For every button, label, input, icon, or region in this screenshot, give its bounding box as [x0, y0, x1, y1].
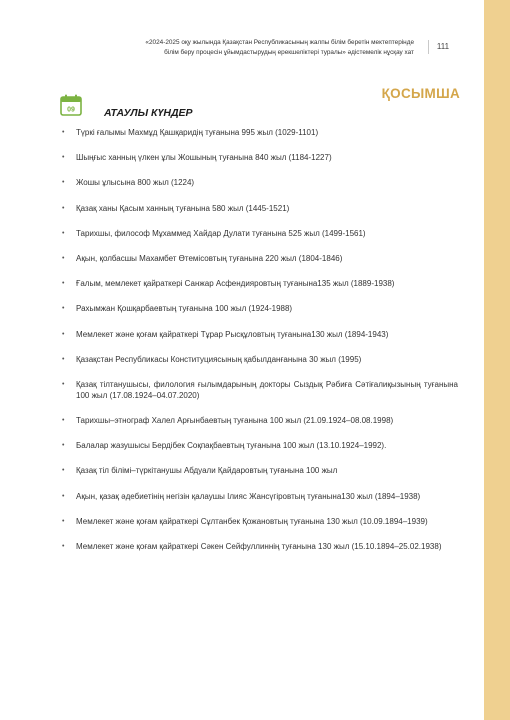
bullet-marker: • [62, 543, 65, 550]
list-item-text: Түркі ғалымы Махмұд Қашқаридің туғанына 995 жыл (1029-1101) [76, 128, 319, 137]
list-item-text: Мемлекет және қоғам қайраткері Сұлтанбек Қожановтың туғанына 130 жыл (10.09.1894–1939) [76, 516, 428, 526]
list-item [62, 415, 458, 426]
list-item [62, 278, 458, 289]
list-item-text: Тарихшы, философ Мұхаммед Хайдар Дулати туғанына 525 жыл (1499-1561) [76, 228, 366, 238]
bullet-marker: • [62, 305, 65, 313]
bullet-marker: • [62, 129, 65, 136]
running-header [110, 38, 414, 58]
list-item-text: Балалар жазушысы Бердібек Соқпақбаевтың туғанына 100 жыл (13.10.1924–1992). [76, 441, 387, 451]
bullet-marker: • [62, 467, 65, 475]
list-item-text: Рахымжан Қошқарбаевтың туғанына 100 жыл (1924-1988) [76, 304, 293, 314]
calendar-icon [60, 94, 82, 116]
bullet-marker: • [62, 254, 65, 262]
bullet-marker: • [62, 229, 65, 237]
bullet-marker: • [62, 355, 65, 363]
list-item-text: Мемлекет және қоғам қайраткері Тұрар Рысқұловтың туғанына130 жыл (1894-1943) [76, 329, 389, 339]
header-line-2: білім беру процесін ұйымдастырудың ерекшеліктері туралы» әдістемелік нұсқау хат [164, 49, 414, 56]
list-item [62, 541, 458, 552]
list-item-text: Мемлекет және қоғам қайраткері Сәкен Сейфуллиннің туғанына 130 жыл (15.10.1894–25.02.1938) [76, 542, 442, 551]
page-number: 111 [428, 40, 457, 54]
list-item [62, 303, 458, 314]
list-item-text: Шыңғыс ханның үлкен ұлы Жошының туғанына 840 жыл (1184-1227) [76, 153, 332, 163]
bullet-marker: • [62, 380, 65, 388]
list-item [62, 203, 458, 214]
list-item-text: Жошы ұлысына 800 жыл (1224) [76, 178, 195, 188]
list-item [62, 516, 458, 527]
list-item-text: Ақын, қазақ әдебиетінің негізін қалаушы Ілияс Жансүгіровтың туғанына130 жыл (1894–1938) [76, 491, 421, 501]
header-line-1: «2024-2025 оқу жылында Қазақстан Республикасының жалпы білім беретін мектептерінде [145, 39, 414, 46]
list-item [62, 465, 458, 476]
calendar-icon-number: 09 [67, 106, 75, 114]
bullet-marker: • [62, 417, 65, 425]
list-item [62, 253, 458, 264]
list-item [62, 177, 458, 188]
list-item [62, 491, 458, 502]
decorative-side-strip [484, 0, 510, 720]
bullet-marker: • [62, 179, 65, 187]
list-item [62, 354, 458, 365]
list-item [62, 329, 458, 340]
list-item-text: Ғалым, мемлекет қайраткері Санжар Асфендияровтың туғанына135 жыл (1889-1938) [76, 279, 395, 289]
list-item [62, 152, 458, 163]
list-item [62, 127, 458, 138]
list-item-text: Қазақстан Республикасы Конституциясының қабылданғанына 30 жыл (1995) [76, 354, 362, 364]
bullet-marker: • [62, 492, 65, 500]
list-item-text: Ақын, қолбасшы Махамбет Өтемісовтың туғанына 220 жыл (1804-1846) [76, 253, 343, 263]
section-title: ҚОСЫМША [381, 86, 460, 101]
list-item [62, 379, 458, 401]
list-item-text: Тарихшы–этнограф Халел Арғынбаевтың туғанына 100 жыл (21.09.1924–08.08.1998) [76, 416, 394, 426]
bullet-marker: • [62, 280, 65, 288]
bullet-marker: • [62, 204, 65, 212]
list-title: АТАУЛЫ КҮНДЕР [104, 107, 193, 119]
anniversary-list [62, 127, 458, 552]
list-item [62, 440, 458, 451]
list-item-text: Қазақ ханы Қасым ханның туғанына 580 жыл (1445-1521) [76, 203, 290, 213]
bullet-marker: • [62, 517, 65, 525]
bullet-marker: • [62, 330, 65, 338]
list-item-text: Қазақ тіл білімі–түркітанушы Абдуали Қайдаровтың туғанына 100 жыл [76, 466, 338, 476]
list-item-text: Қазақ тілтанушысы, филология ғылымдарының докторы Сыздық Рәбиға Сәтiғалиқызының туғанына 100 жыл (17.08.1924–04.07.2020) [76, 379, 458, 400]
bullet-marker: • [62, 442, 65, 450]
bullet-marker: • [62, 154, 65, 162]
list-item [62, 228, 458, 239]
